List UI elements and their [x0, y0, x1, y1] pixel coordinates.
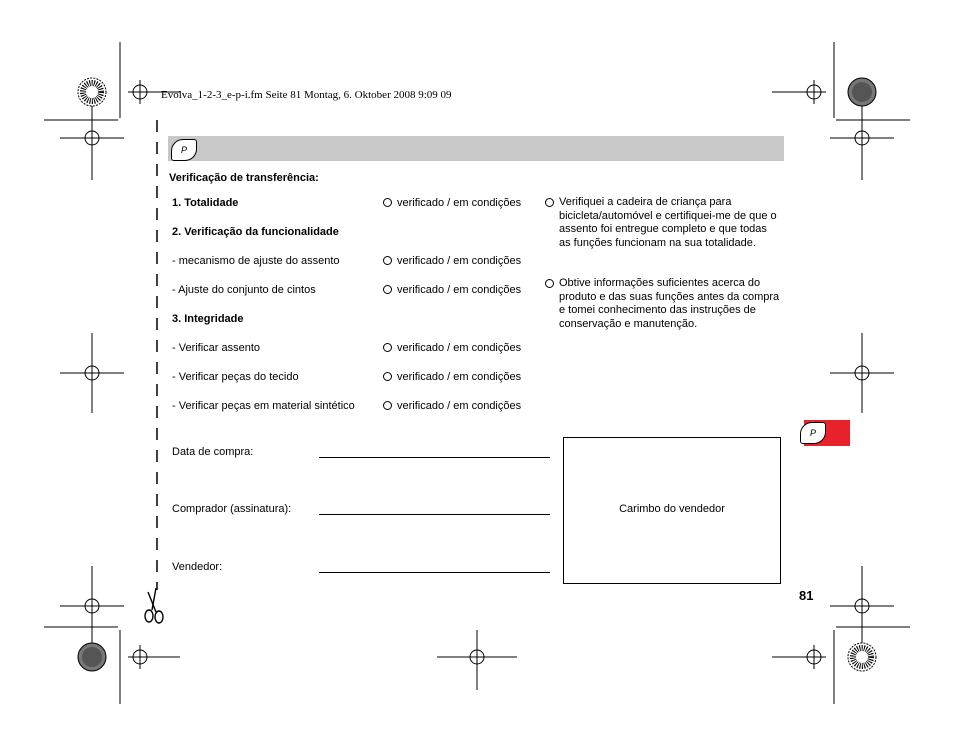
file-info-header: Evolva_1-2-3_e-p-i.fm Seite 81 Montag, 6. Oktober 2008 9:09 09 [161, 89, 452, 101]
note-completeness [545, 196, 781, 250]
note-text: Verifiquei a cadeira de criança para bicicleta/automóvel e certifiquei-me de que o assento foi entregue completo e que todas as funções funcionam na sua totalidade. [559, 196, 777, 249]
check-option-text: verificado / em condições [397, 371, 522, 383]
radio-circle-icon[interactable] [545, 279, 554, 288]
stamp-label: Carimbo do vendedor [619, 503, 725, 515]
checklist-label: 2. Verificação da funcionalidade [172, 226, 339, 238]
seller-label: Vendedor: [172, 561, 223, 573]
section-title: Verificação de transferência: [169, 172, 319, 184]
radio-circle-icon[interactable] [383, 198, 392, 207]
scissors-icon [138, 588, 168, 628]
seller-line[interactable] [319, 572, 550, 573]
purchase-date-line[interactable] [319, 457, 550, 458]
note-text: Obtive informações suficientes acerca do produto e das suas funções antes da compra e tomei conhecimento das instruções de conservação e manutenção. [559, 277, 780, 330]
checklist-label: - mecanismo de ajuste do assento [172, 255, 340, 267]
purchase-date-label: Data de compra: [172, 446, 254, 458]
radio-circle-icon[interactable] [383, 256, 392, 265]
radio-circle-icon[interactable] [383, 343, 392, 352]
radio-circle-icon[interactable] [383, 372, 392, 381]
page-number: 81 [799, 588, 814, 603]
check-option-text: verificado / em condições [397, 400, 522, 412]
checklist-check-option[interactable] [383, 255, 521, 267]
checklist-label: - Verificar peças em material sintético [172, 400, 355, 412]
checklist-label: - Verificar peças do tecido [172, 371, 299, 383]
checklist-label: - Verificar assento [172, 342, 261, 354]
cut-line [150, 120, 170, 640]
checklist-check-option[interactable] [383, 371, 521, 383]
checklist-label: 3. Integridade [172, 313, 244, 325]
language-tab: P [171, 139, 197, 161]
buyer-signature-line[interactable] [319, 514, 550, 515]
buyer-label: Comprador (assinatura): [172, 503, 292, 515]
side-language-badge: P [800, 422, 826, 444]
note-information [545, 277, 781, 331]
checklist-check-option[interactable] [383, 342, 521, 354]
section-band [168, 136, 784, 161]
checklist-check-option[interactable] [383, 284, 521, 296]
seller-stamp-box [563, 437, 781, 584]
checklist-label: - Ajuste do conjunto de cintos [172, 284, 316, 296]
radio-circle-icon[interactable] [383, 401, 392, 410]
check-option-text: verificado / em condições [397, 342, 522, 354]
checklist-label: 1. Totalidade [172, 197, 239, 209]
checklist-check-option[interactable] [383, 400, 521, 412]
check-option-text: verificado / em condições [397, 197, 522, 209]
check-option-text: verificado / em condições [397, 284, 522, 296]
radio-circle-icon[interactable] [383, 285, 392, 294]
radio-circle-icon[interactable] [545, 198, 554, 207]
checklist-check-option[interactable] [383, 197, 521, 209]
check-option-text: verificado / em condições [397, 255, 522, 267]
